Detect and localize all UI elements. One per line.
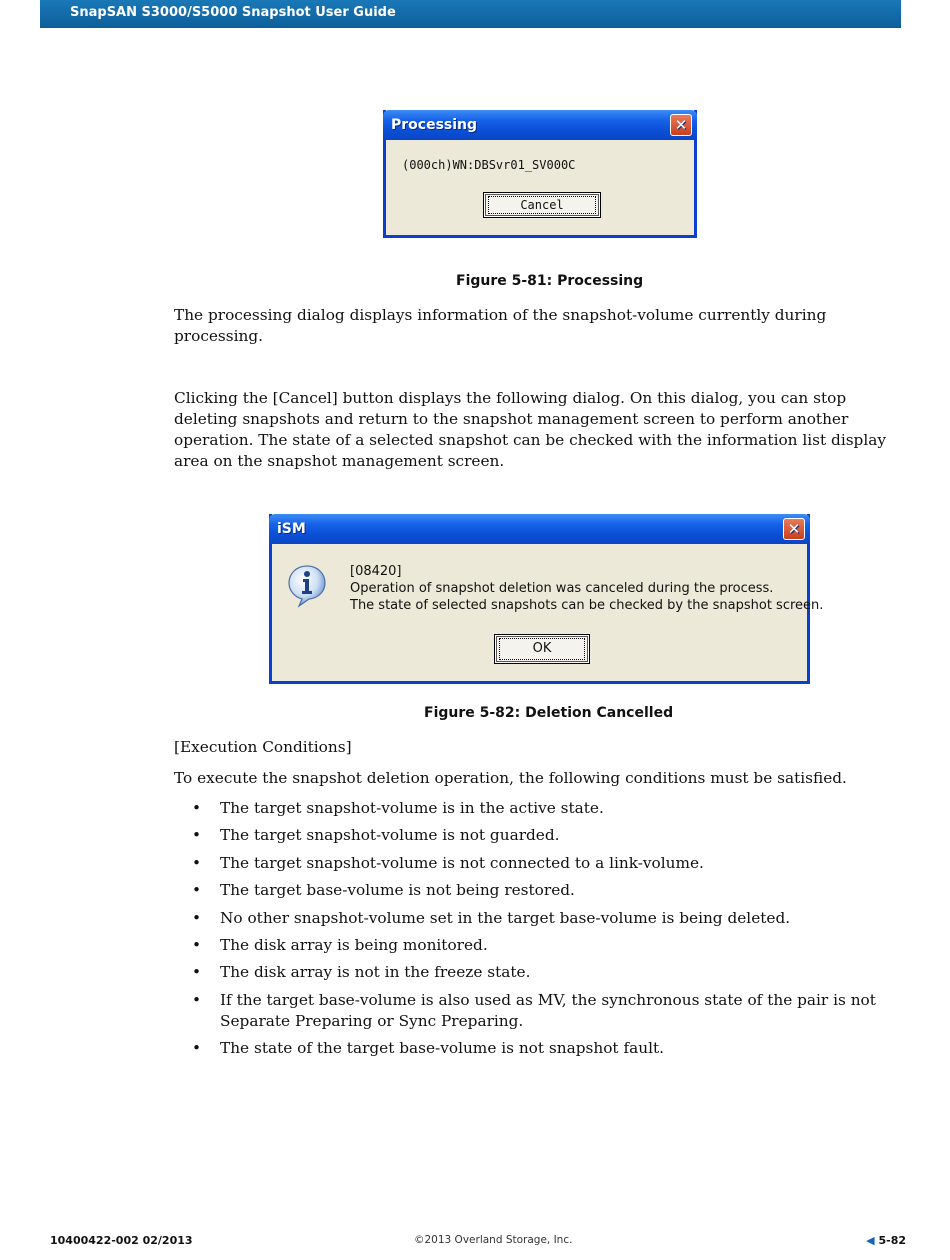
- execution-conditions-intro: To execute the snapshot deletion operation, the following conditions must be satisfied.: [174, 769, 847, 787]
- close-icon[interactable]: ✕: [670, 114, 692, 136]
- ism-dialog: [269, 514, 824, 684]
- message-line: The state of selected snapshots can be checked by the snapshot screen.: [350, 598, 824, 613]
- ism-message: [350, 563, 823, 614]
- guide-title: SnapSAN S3000/S5000 Snapshot User Guide: [70, 5, 396, 20]
- condition-text: No other snapshot-volume set in the target base-volume is being deleted.: [220, 908, 791, 927]
- condition-text: The target snapshot-volume is not connected to a link-volume.: [220, 853, 704, 872]
- bullet: •: [192, 826, 202, 845]
- previous-page-icon[interactable]: ◀: [866, 1234, 875, 1247]
- bullet: •: [192, 990, 202, 1009]
- bullet: •: [192, 908, 202, 927]
- cancel-button-label: Cancel: [520, 198, 564, 212]
- condition-text: The target base-volume is not being restored.: [220, 881, 575, 900]
- message-line: Operation of snapshot deletion was canceled during the process.: [350, 581, 774, 596]
- condition-text: The target snapshot-volume is not guarded.: [220, 826, 560, 845]
- processing-description: The processing dialog displays information of the snapshot-volume currently during processing.: [174, 306, 827, 345]
- dialog-title: iSM: [277, 521, 306, 537]
- list-item: [192, 908, 912, 929]
- list-item: [192, 798, 912, 819]
- processing-dialog: [383, 110, 697, 238]
- bullet: •: [192, 853, 202, 872]
- dialog-title: Processing: [391, 117, 478, 133]
- bullet: •: [192, 963, 202, 982]
- bullet: •: [192, 799, 202, 817]
- info-icon: [287, 564, 327, 608]
- dialog-title-bar[interactable]: [383, 110, 697, 140]
- page-number-block: [866, 1234, 906, 1247]
- document-number: 10400422-002 02/2013: [50, 1234, 193, 1247]
- list-item: [192, 853, 912, 874]
- page-number: 5-82: [878, 1234, 906, 1247]
- condition-text: If the target base-volume is also used as MV, the synchronous state of the pair is not Separate Preparing or Sync Preparing.: [220, 990, 876, 1030]
- condition-text: The target snapshot-volume is in the active state.: [220, 799, 604, 817]
- list-item: [192, 880, 912, 901]
- condition-text: The disk array is not in the freeze state.: [220, 963, 531, 982]
- bullet: •: [192, 935, 202, 954]
- list-item: [192, 962, 912, 983]
- list-item: [192, 1038, 912, 1059]
- cancel-button[interactable]: [483, 192, 601, 218]
- ok-button-label: OK: [532, 641, 552, 656]
- list-item: [192, 935, 912, 956]
- error-code: [08420]: [350, 564, 402, 579]
- dialog-title-bar[interactable]: [269, 514, 810, 544]
- focus-rect: [499, 638, 585, 660]
- cancel-description: Clicking the [Cancel] button displays the following dialog. On this dialog, you can stop deleting snapshots and return to the snapshot management screen to perform another operation. The state of a selected snapshot can be checked with the information list display area on the snapshot management screen.: [174, 389, 887, 470]
- execution-conditions-heading: [Execution Conditions]: [174, 738, 352, 756]
- copyright: ©2013 Overland Storage, Inc.: [414, 1234, 573, 1246]
- figure-caption-deletion-cancelled: Figure 5-82: Deletion Cancelled: [424, 705, 674, 721]
- condition-text: The state of the target base-volume is not snapshot fault.: [220, 1039, 664, 1058]
- close-icon[interactable]: ✕: [783, 518, 805, 540]
- ok-button[interactable]: [494, 634, 590, 664]
- bullet: •: [192, 1039, 202, 1058]
- list-item: [192, 990, 912, 1032]
- condition-text: The disk array is being monitored.: [220, 935, 488, 954]
- conditions-list: [192, 798, 912, 1066]
- figure-caption-processing: Figure 5-81: Processing: [456, 273, 644, 289]
- processing-message: (000ch)WN:DBSvr01_SV000C: [402, 158, 576, 172]
- bullet: •: [192, 881, 202, 900]
- list-item: [192, 825, 912, 846]
- focus-rect: [488, 196, 596, 214]
- page-header: [40, 0, 901, 28]
